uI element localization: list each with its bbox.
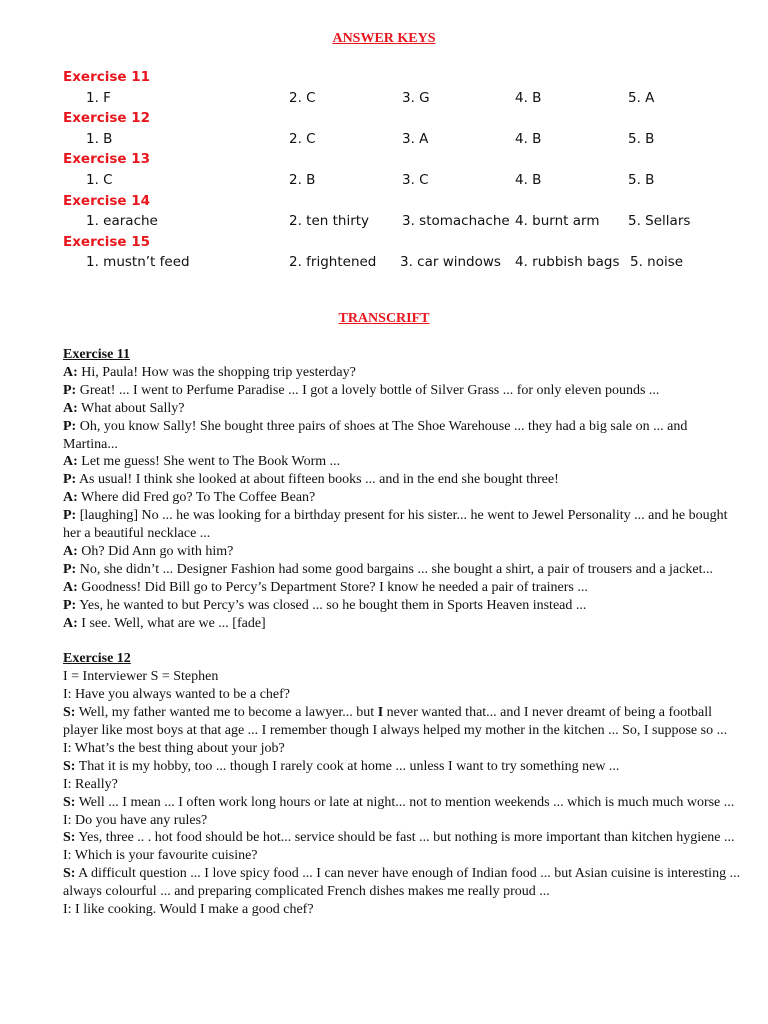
- dialogue-line: [63, 579, 743, 597]
- exercise-11-title: Exercise 11: [63, 69, 151, 85]
- answer-1: 1. F: [86, 89, 111, 106]
- answer-3: 3. car windows: [400, 254, 501, 271]
- dialogue-line: [63, 418, 743, 454]
- speaker-label: P:: [63, 382, 77, 398]
- line-text: [laughing] No ... he was looking for a birthday present for his sister... he went to Jewel Personality ... and he bought her a beautiful necklace ...: [63, 508, 728, 542]
- dialogue-line: [63, 794, 743, 812]
- interviewer-line: I: I like cooking. Would I make a good chef?: [63, 902, 314, 918]
- dialogue-line: [63, 489, 743, 507]
- dialogue-line: [63, 829, 743, 847]
- answer-3: 3. stomachache: [402, 213, 510, 230]
- transcript-title: TRANSCRIFT: [338, 311, 430, 326]
- speaker-label: P:: [63, 561, 77, 577]
- speaker-label: A:: [63, 400, 78, 416]
- line-text: Let me guess! She went to The Book Worm ...: [77, 454, 341, 470]
- line-text: That it is my hobby, too ... though I rarely cook at home ... unless I want to try something new ...: [75, 758, 620, 774]
- line-text: As usual! I think she looked at about fifteen books ... and in the end she bought three!: [76, 472, 559, 488]
- answer-3: 3. C: [402, 171, 429, 188]
- answer-2: 2. ten thirty: [289, 213, 370, 230]
- line-text: Goodness! Did Bill go to Percy’s Department Store? I know he needed a pair of trainers ...: [77, 579, 588, 595]
- speaker-label: S:: [63, 830, 76, 846]
- speaker-label: S:: [63, 705, 76, 721]
- answer-4: 4. rubbish bags: [515, 254, 620, 271]
- answer-3: 3. G: [402, 89, 430, 106]
- speaker-label: A:: [63, 543, 78, 559]
- exercise-15-answers: [63, 252, 763, 273]
- dialogue-line: [63, 561, 743, 579]
- line-text: Oh? Did Ann go with him?: [77, 543, 234, 559]
- exercise-12-heading: Exercise 12: [63, 651, 131, 667]
- line-text: Yes, he wanted to but Percy’s was closed ... so he bought them in Sports Heaven instead ...: [76, 597, 587, 613]
- interviewer-line: I: Which is your favourite cuisine?: [63, 848, 258, 864]
- interviewer-line: I: Really?: [63, 776, 118, 792]
- answer-4: 4. burnt arm: [515, 213, 600, 230]
- speaker-label: P:: [63, 597, 77, 613]
- exercise-12-answers: [63, 129, 763, 150]
- answer-2: 2. C: [289, 89, 316, 106]
- dialogue-line: [63, 400, 743, 418]
- answer-5: 5. B: [628, 130, 655, 147]
- speaker-label: A:: [63, 364, 78, 380]
- line-text: Yes, three .. . hot food should be hot... service should be fast ... but nothing is more important than kitchen hygiene ...: [75, 830, 735, 846]
- dialogue-line: [63, 471, 743, 489]
- speaker-legend: I = Interviewer S = Stephen: [63, 669, 219, 685]
- dialogue-line: [63, 865, 743, 901]
- line-text: Oh, you know Sally! She bought three pairs of shoes at The Shoe Warehouse ... they had a big sale on ... and Martina...: [63, 418, 688, 452]
- answer-5: 5. A: [628, 89, 655, 106]
- bold-word: I: [377, 705, 384, 721]
- transcript-section: [63, 346, 743, 919]
- speaker-label: A:: [63, 615, 78, 631]
- dialogue-line: [63, 758, 743, 776]
- answer-2: 2. B: [289, 171, 316, 188]
- answer-1: 1. C: [86, 171, 113, 188]
- answer-1: 1. mustn’t feed: [86, 254, 190, 271]
- speaker-label: A:: [63, 579, 78, 595]
- exercise-13-title: Exercise 13: [63, 151, 151, 168]
- answer-1: 1. B: [86, 130, 113, 147]
- dialogue-line: [63, 453, 743, 471]
- line-text: Great! ... I went to Perfume Paradise ... I got a lovely bottle of Silver Grass ... for only eleven pounds ...: [76, 382, 660, 398]
- exercise-15-title: Exercise 15: [63, 233, 151, 250]
- dialogue-line: [63, 364, 743, 382]
- line-text: Well, my father wanted me to become a lawyer... but: [75, 705, 378, 721]
- speaker-label: A:: [63, 454, 78, 470]
- answer-4: 4. B: [515, 89, 542, 106]
- dialogue-line: [63, 704, 743, 740]
- speaker-label: P:: [63, 418, 77, 434]
- answer-2: 2. frightened: [289, 254, 377, 271]
- dialogue-line: [63, 543, 743, 561]
- answer-5: 5. B: [628, 171, 655, 188]
- exercise-11-answers: [63, 88, 763, 109]
- speaker-label: P:: [63, 472, 77, 488]
- answer-3: 3. A: [402, 130, 429, 147]
- speaker-label: A:: [63, 490, 78, 506]
- answer-5: 5. noise: [630, 254, 684, 271]
- line-text: What about Sally?: [77, 400, 185, 416]
- interviewer-line: I: Have you always wanted to be a chef?: [63, 687, 291, 703]
- line-text: Where did Fred go? To The Coffee Bean?: [77, 490, 316, 506]
- answer-4: 4. B: [515, 130, 542, 147]
- paragraph-spacer: [63, 633, 743, 651]
- speaker-label: S:: [63, 758, 76, 774]
- answer-keys-section: [63, 67, 763, 273]
- line-text: Hi, Paula! How was the shopping trip yesterday?: [77, 364, 356, 380]
- speaker-label: S:: [63, 866, 76, 882]
- exercise-13-answers: [63, 170, 763, 191]
- speaker-label: S:: [63, 794, 76, 810]
- answer-keys-title: ANSWER KEYS: [332, 31, 436, 46]
- line-text: never wanted that... and I never dreamt of being a football player like most boys at that age ... I remember though I always helped my mother in the kitchen ... So, I suppose so ...: [63, 705, 728, 739]
- exercise-11-heading: Exercise 11: [63, 347, 131, 362]
- speaker-label: P:: [63, 508, 77, 524]
- line-text: No, she didn’t ... Designer Fashion had some good bargains ... she bought a shirt, a pair of trousers and a jacket...: [76, 561, 713, 577]
- exercise-14-answers: [63, 211, 763, 232]
- answer-1: 1. earache: [86, 213, 158, 230]
- answer-4: 4. B: [515, 171, 542, 188]
- dialogue-line: [63, 597, 743, 615]
- dialogue-line: [63, 507, 743, 543]
- interviewer-line: I: Do you have any rules?: [63, 812, 208, 828]
- answer-2: 2. C: [289, 130, 316, 147]
- line-text: Well ... I mean ... I often work long hours or late at night... not to mention weekends ... which is much much worse ...: [75, 794, 735, 810]
- dialogue-line: [63, 382, 743, 400]
- answer-5: 5. Sellars: [628, 213, 691, 230]
- interviewer-line: I: What’s the best thing about your job?: [63, 740, 285, 756]
- dialogue-line: [63, 615, 743, 633]
- exercise-12-title: Exercise 12: [63, 110, 151, 127]
- exercise-14-title: Exercise 14: [63, 192, 151, 209]
- line-text: I see. Well, what are we ... [fade]: [77, 615, 266, 631]
- line-text: A difficult question ... I love spicy food ... I can never have enough of Indian food ... but Asian cuisine is interesting ... always colourful ... and preparing complicated French dishes makes me really proud ...: [63, 866, 741, 900]
